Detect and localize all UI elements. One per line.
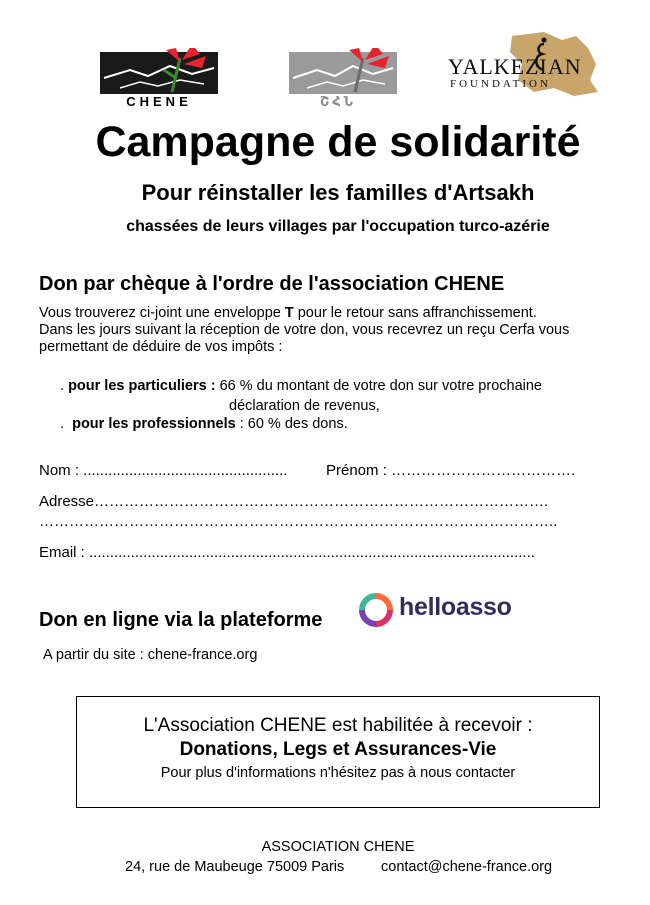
tax-item-bullet: .	[60, 416, 65, 432]
online-site-text: A partir du site : chene-france.org	[43, 647, 258, 663]
cheque-paragraph-1-start: Vous trouverez ci-joint une enveloppe	[39, 305, 285, 321]
page-title: Campagne de solidarité	[95, 118, 581, 166]
envelope-type: T	[284, 305, 294, 321]
tax-item-professionals-label: pour les professionnels	[72, 416, 236, 432]
notice-line-1: L'Association CHENE est habilitée à recevoir :	[143, 715, 533, 736]
tax-item-individuals-label: pour les particuliers :	[68, 378, 216, 394]
email-field[interactable]: Email : ...........................................................................................................	[39, 544, 535, 561]
prenom-field[interactable]: Prénom : ……………………………….	[326, 462, 576, 479]
nom-field[interactable]: Nom : .................................................	[39, 462, 288, 479]
tax-item-professionals-text: : 60 % des dons.	[239, 416, 348, 432]
yalkezian-logo	[446, 30, 604, 100]
footer-address: 24, rue de Maubeuge 75009 Paris	[125, 859, 345, 875]
adresse-field[interactable]: Adresse……………………………………………………………………………….	[39, 493, 549, 510]
tax-item-bullet: .	[60, 378, 65, 394]
yalkezian-logo-title: YALKEZIAN	[448, 54, 582, 79]
footer-email[interactable]: contact@chene-france.org	[381, 859, 553, 875]
helloasso-wordmark: helloasso	[399, 593, 512, 621]
online-donation-heading: Don en ligne via la plateforme	[39, 609, 323, 631]
chene-logo-word: CHENE	[126, 94, 192, 109]
tax-item-individuals	[60, 378, 542, 395]
cheque-paragraph-3: permettant de déduire de vos impôts :	[39, 339, 283, 355]
cheque-heading: Don par chèque à l'ordre de l'association CHENE	[39, 273, 505, 295]
notice-line-3: Pour plus d'informations n'hésitez pas à nous contacter	[160, 765, 516, 781]
helloasso-logo[interactable]	[359, 593, 519, 629]
helloasso-ring-icon	[359, 593, 393, 627]
chene-armenian-logo-word: ՇՀՆ	[320, 94, 356, 109]
yalkezian-logo-subtitle: FOUNDATION	[450, 78, 551, 90]
tax-item-individuals-continued: déclaration de revenus,	[229, 398, 380, 414]
chene-logo	[100, 34, 218, 110]
chene-armenian-logo	[284, 34, 392, 110]
chene-logo-image	[100, 48, 218, 94]
page-subtitle: Pour réinstaller les familles d'Artsakh	[141, 180, 535, 205]
cheque-paragraph-1-end: pour le retour sans affranchissement.	[293, 305, 537, 321]
page-tagline: chassées de leurs villages par l'occupation turco-azérie	[126, 218, 550, 235]
cheque-paragraph-2: Dans les jours suivant la réception de votre don, vous recevrez un reçu Cerfa vous	[39, 322, 570, 338]
chene-armenian-logo-image	[284, 48, 402, 94]
adresse-field-line-2[interactable]: …………………………………………………………………………………………..	[39, 513, 558, 530]
cheque-paragraph-1	[39, 305, 537, 322]
tax-item-professionals	[60, 416, 348, 433]
tax-item-individuals-text: 66 % du montant de votre don sur votre prochaine	[219, 378, 542, 394]
notice-line-2: Donations, Legs et Assurances-Vie	[179, 739, 497, 760]
legal-notice-box	[76, 696, 600, 808]
footer-org: ASSOCIATION CHENE	[261, 839, 415, 855]
